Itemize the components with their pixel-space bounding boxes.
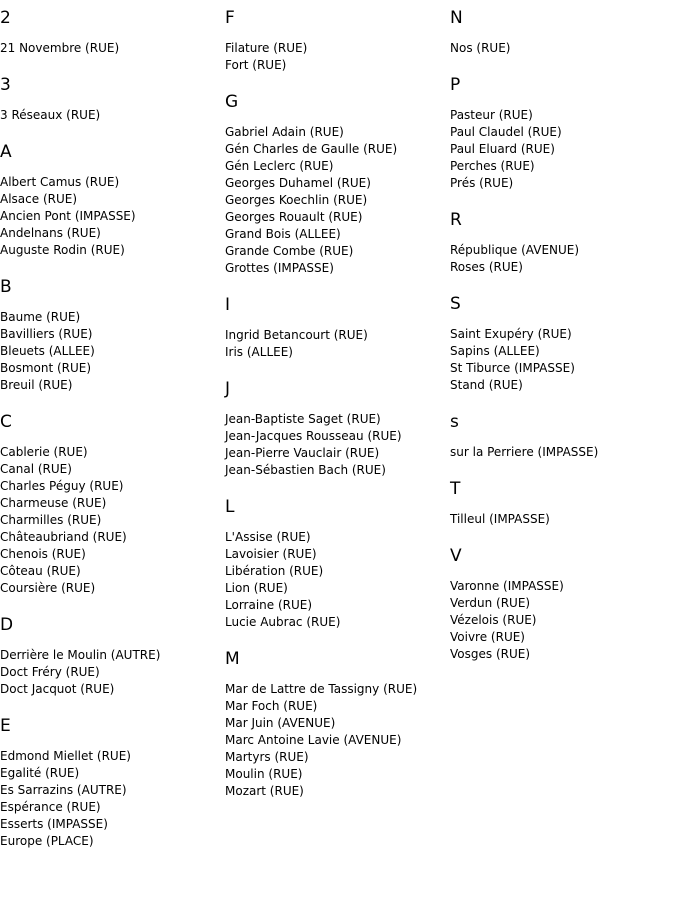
group-letter-heading: R bbox=[450, 210, 462, 230]
street-list bbox=[0, 107, 222, 124]
street-name: Bavilliers (RUE) bbox=[0, 327, 93, 341]
street-name: Bleuets (ALLEE) bbox=[0, 344, 95, 358]
street-name: République (AVENUE) bbox=[450, 243, 580, 257]
street-name: Albert Camus (RUE) bbox=[0, 175, 120, 189]
street-name: Grottes (IMPASSE) bbox=[225, 261, 334, 275]
street-name: Paul Claudel (RUE) bbox=[450, 125, 562, 139]
street-name: Charmeuse (RUE) bbox=[0, 496, 107, 510]
group-letter-heading: 2 bbox=[0, 8, 11, 28]
letter-group bbox=[225, 295, 447, 361]
group-letter-heading: J bbox=[225, 379, 231, 399]
group-letter-heading: 3 bbox=[0, 75, 11, 95]
street-name: Filature (RUE) bbox=[225, 41, 308, 55]
street-name: Chenois (RUE) bbox=[0, 547, 86, 561]
group-letter-heading: P bbox=[450, 75, 461, 95]
street-name: Lucie Aubrac (RUE) bbox=[225, 615, 341, 629]
street-name: Egalité (RUE) bbox=[0, 766, 80, 780]
group-letter-heading: F bbox=[225, 8, 235, 28]
street-name: Georges Rouault (RUE) bbox=[225, 210, 363, 224]
letter-group bbox=[0, 277, 222, 394]
street-name: Esserts (IMPASSE) bbox=[0, 817, 108, 831]
street-name: Prés (RUE) bbox=[450, 176, 514, 190]
street-name: Tilleul (IMPASSE) bbox=[450, 512, 550, 526]
street-name: Mozart (RUE) bbox=[225, 784, 304, 798]
street-name: Ingrid Betancourt (RUE) bbox=[225, 328, 368, 342]
group-letter-heading: N bbox=[450, 8, 463, 28]
street-name: Iris (ALLEE) bbox=[225, 345, 293, 359]
street-name: L'Assise (RUE) bbox=[225, 530, 311, 544]
street-list bbox=[450, 326, 672, 394]
letter-group bbox=[225, 649, 447, 800]
letter-group bbox=[0, 142, 222, 259]
street-name: Grande Combe (RUE) bbox=[225, 244, 354, 258]
street-name: Andelnans (RUE) bbox=[0, 226, 101, 240]
street-list bbox=[450, 511, 672, 528]
street-name: Saint Exupéry (RUE) bbox=[450, 327, 572, 341]
street-list bbox=[450, 107, 672, 192]
street-name: Cablerie (RUE) bbox=[0, 445, 88, 459]
street-name: Mar de Lattre de Tassigny (RUE) bbox=[225, 682, 418, 696]
letter-group bbox=[450, 546, 672, 663]
letter-group bbox=[0, 615, 222, 698]
street-name: Perches (RUE) bbox=[450, 159, 535, 173]
street-name: Grand Bois (ALLEE) bbox=[225, 227, 341, 241]
street-list bbox=[225, 124, 447, 277]
index-column bbox=[225, 8, 447, 800]
street-name: Moulin (RUE) bbox=[225, 767, 303, 781]
letter-group bbox=[450, 294, 672, 394]
group-letter-heading: T bbox=[450, 479, 461, 499]
group-letter-heading: C bbox=[0, 412, 12, 432]
group-letter-heading: s bbox=[450, 412, 459, 432]
street-name: Sapins (ALLEE) bbox=[450, 344, 540, 358]
letter-group bbox=[450, 8, 672, 57]
street-list bbox=[225, 681, 447, 800]
street-name: Vosges (RUE) bbox=[450, 647, 531, 661]
street-list bbox=[0, 174, 222, 259]
street-name: Ancien Pont (IMPASSE) bbox=[0, 209, 136, 223]
street-list bbox=[0, 40, 222, 57]
street-name: Varonne (IMPASSE) bbox=[450, 579, 564, 593]
street-list bbox=[0, 748, 222, 850]
letter-group bbox=[450, 75, 672, 192]
street-name: Gén Leclerc (RUE) bbox=[225, 159, 334, 173]
street-name: Pasteur (RUE) bbox=[450, 108, 533, 122]
street-name: Voivre (RUE) bbox=[450, 630, 525, 644]
group-letter-heading: D bbox=[0, 615, 14, 635]
street-list bbox=[450, 578, 672, 663]
street-name: Gabriel Adain (RUE) bbox=[225, 125, 344, 139]
letter-group bbox=[450, 479, 672, 528]
street-name: 21 Novembre (RUE) bbox=[0, 41, 120, 55]
street-name: Nos (RUE) bbox=[450, 41, 511, 55]
street-name: Canal (RUE) bbox=[0, 462, 72, 476]
street-name: Châteaubriand (RUE) bbox=[0, 530, 127, 544]
street-name: Fort (RUE) bbox=[225, 58, 287, 72]
street-list bbox=[450, 444, 672, 461]
street-name: Charmilles (RUE) bbox=[0, 513, 102, 527]
street-list bbox=[450, 40, 672, 57]
street-name: Côteau (RUE) bbox=[0, 564, 81, 578]
group-letter-heading: B bbox=[0, 277, 12, 297]
street-name: Stand (RUE) bbox=[450, 378, 523, 392]
group-letter-heading: M bbox=[225, 649, 240, 669]
street-name: Derrière le Moulin (AUTRE) bbox=[0, 648, 161, 662]
street-list bbox=[225, 327, 447, 361]
street-name: Libération (RUE) bbox=[225, 564, 324, 578]
group-letter-heading: E bbox=[0, 716, 11, 736]
letter-group bbox=[225, 92, 447, 277]
street-name: Lorraine (RUE) bbox=[225, 598, 313, 612]
group-letter-heading: A bbox=[0, 142, 12, 162]
street-list bbox=[450, 242, 672, 276]
street-list bbox=[225, 529, 447, 631]
street-name: Charles Péguy (RUE) bbox=[0, 479, 124, 493]
street-name: sur la Perriere (IMPASSE) bbox=[450, 445, 599, 459]
street-name: Auguste Rodin (RUE) bbox=[0, 243, 125, 257]
street-name: Lavoisier (RUE) bbox=[225, 547, 317, 561]
index-column bbox=[450, 8, 672, 663]
group-letter-heading: G bbox=[225, 92, 239, 112]
letter-group bbox=[0, 716, 222, 850]
letter-group bbox=[0, 8, 222, 57]
street-name: Doct Fréry (RUE) bbox=[0, 665, 100, 679]
street-name: Verdun (RUE) bbox=[450, 596, 531, 610]
letter-group bbox=[225, 379, 447, 479]
street-list bbox=[0, 444, 222, 597]
street-list bbox=[0, 647, 222, 698]
group-letter-heading: S bbox=[450, 294, 461, 314]
street-name: Doct Jacquot (RUE) bbox=[0, 682, 115, 696]
street-list bbox=[225, 40, 447, 74]
letter-group bbox=[225, 8, 447, 74]
street-name: Georges Duhamel (RUE) bbox=[225, 176, 371, 190]
street-name: Mar Foch (RUE) bbox=[225, 699, 318, 713]
street-list bbox=[225, 411, 447, 479]
street-name: Jean-Baptiste Saget (RUE) bbox=[225, 412, 381, 426]
street-list bbox=[0, 309, 222, 394]
street-name: 3 Réseaux (RUE) bbox=[0, 108, 101, 122]
letter-group bbox=[0, 412, 222, 597]
street-name: Vézelois (RUE) bbox=[450, 613, 537, 627]
street-name: Georges Koechlin (RUE) bbox=[225, 193, 368, 207]
group-letter-heading: I bbox=[225, 295, 231, 315]
street-name: Jean-Jacques Rousseau (RUE) bbox=[225, 429, 402, 443]
street-name: Paul Eluard (RUE) bbox=[450, 142, 555, 156]
street-name: Bosmont (RUE) bbox=[0, 361, 92, 375]
street-name: Marc Antoine Lavie (AVENUE) bbox=[225, 733, 402, 747]
street-name: Jean-Pierre Vauclair (RUE) bbox=[225, 446, 380, 460]
group-letter-heading: L bbox=[225, 497, 235, 517]
letter-group bbox=[450, 412, 672, 461]
street-name: Baume (RUE) bbox=[0, 310, 81, 324]
street-name: Martyrs (RUE) bbox=[225, 750, 309, 764]
letter-group bbox=[450, 210, 672, 276]
street-name: Breuil (RUE) bbox=[0, 378, 73, 392]
street-name: Europe (PLACE) bbox=[0, 834, 94, 848]
group-letter-heading: V bbox=[450, 546, 462, 566]
street-name: Jean-Sébastien Bach (RUE) bbox=[225, 463, 386, 477]
street-name: St Tiburce (IMPASSE) bbox=[450, 361, 575, 375]
street-name: Gén Charles de Gaulle (RUE) bbox=[225, 142, 398, 156]
street-name: Roses (RUE) bbox=[450, 260, 523, 274]
street-name: Es Sarrazins (AUTRE) bbox=[0, 783, 127, 797]
street-name: Alsace (RUE) bbox=[0, 192, 78, 206]
street-name: Edmond Miellet (RUE) bbox=[0, 749, 131, 763]
index-column bbox=[0, 8, 222, 850]
letter-group bbox=[225, 497, 447, 631]
street-name: Espérance (RUE) bbox=[0, 800, 101, 814]
street-name: Mar Juin (AVENUE) bbox=[225, 716, 336, 730]
street-name: Coursière (RUE) bbox=[0, 581, 96, 595]
letter-group bbox=[0, 75, 222, 124]
street-name: Lion (RUE) bbox=[225, 581, 288, 595]
